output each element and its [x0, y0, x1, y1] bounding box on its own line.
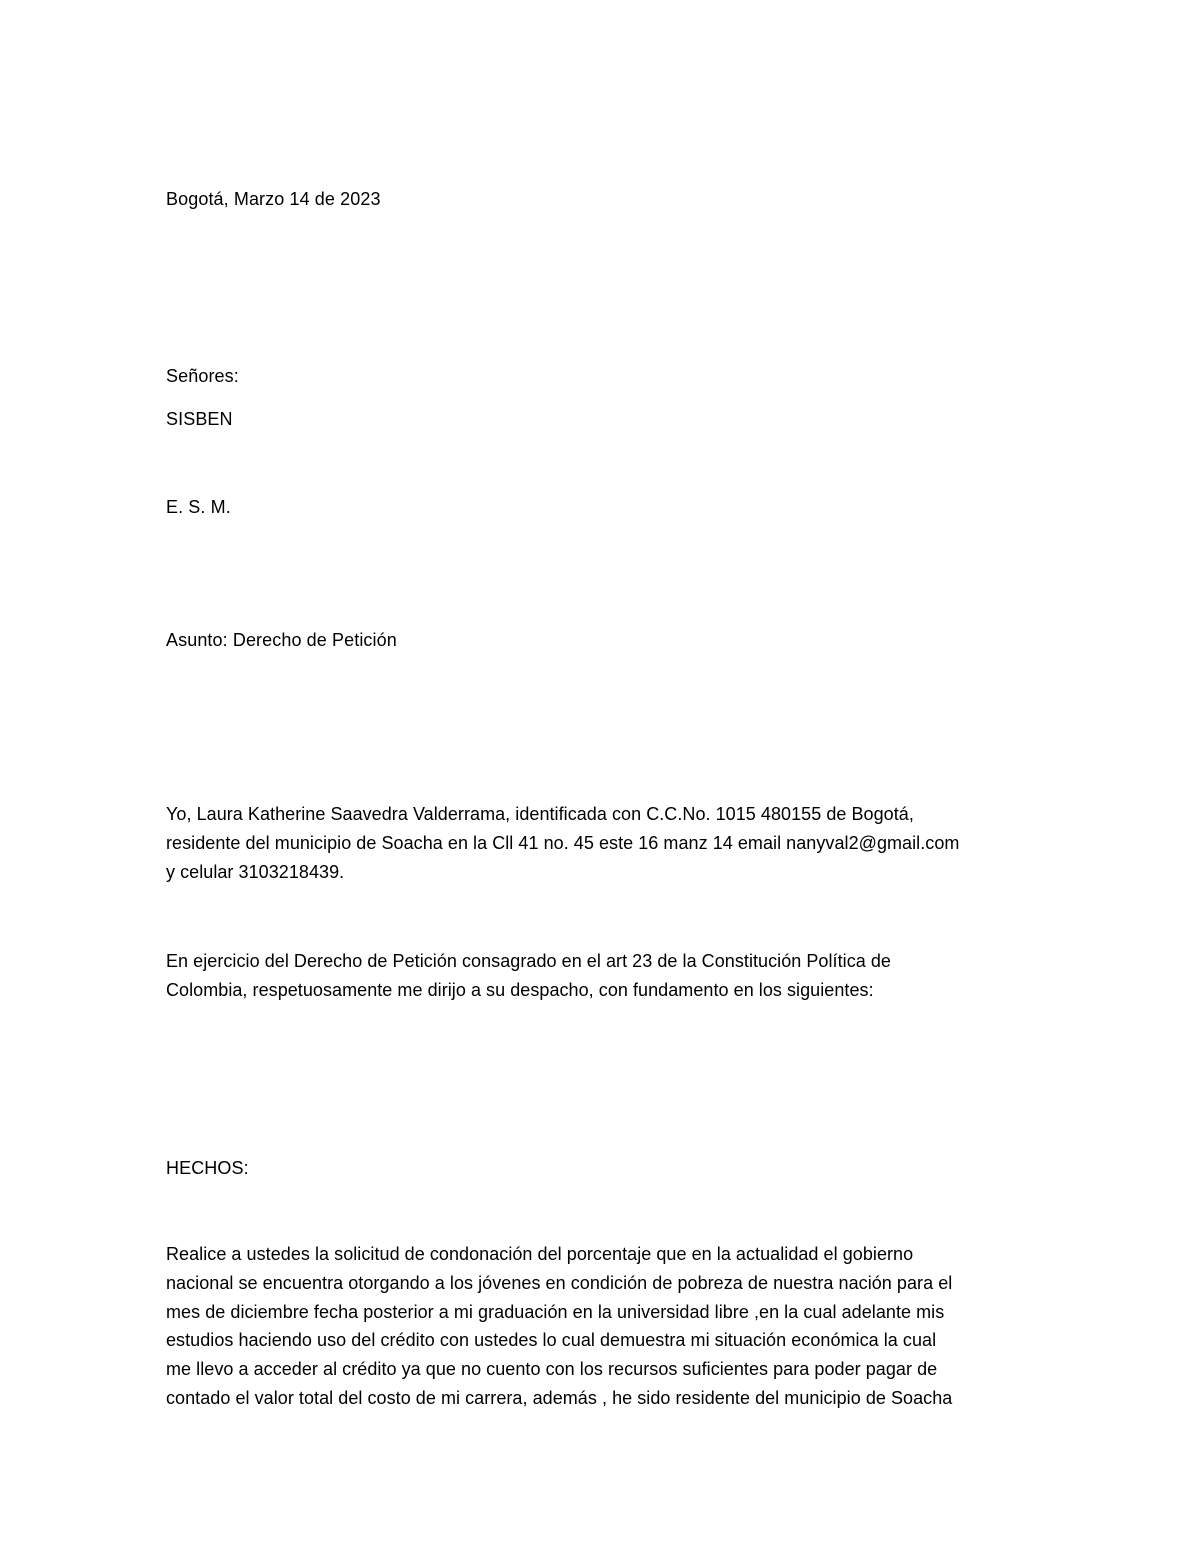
- intro-paragraph: [166, 800, 1026, 886]
- paragraph-line: Colombia, respetuosamente me dirijo a su despacho, con fundamento en los siguientes:: [166, 979, 874, 1000]
- paragraph-line: Yo, Laura Katherine Saavedra Valderrama, identificada con C.C.No. 1015 480155 de Bogotá,: [166, 804, 914, 824]
- paragraph-line: me llevo a acceder al crédito ya que no cuento con los recursos suficientes para poder pagar de: [166, 1359, 938, 1380]
- facts-paragraph: [166, 1240, 1026, 1413]
- salutation: Señores:: [166, 366, 239, 386]
- paragraph-line: mes de diciembre fecha posterior a mi graduación en la universidad libre ,en la cual adelante mis: [166, 1301, 945, 1322]
- paragraph-line: contado el valor total del costo de mi carrera, además , he sido residente del municipio de Soacha: [166, 1387, 953, 1408]
- paragraph-line: Realice a ustedes la solicitud de condonación del porcentaje que en la actualidad el gobierno: [166, 1244, 914, 1264]
- recipient-name: SISBEN: [166, 409, 233, 429]
- paragraph-line: y celular 3103218439.: [166, 861, 345, 882]
- paragraph-line: residente del municipio de Soacha en la Cll 41 no. 45 este 16 manz 14 email nanyval2@gmail.com: [166, 832, 960, 853]
- facts-heading: HECHOS:: [166, 1158, 249, 1178]
- subject-line: Asunto: Derecho de Petición: [166, 630, 397, 650]
- paragraph-line: En ejercicio del Derecho de Petición consagrado en el art 23 de la Constitución Política de: [166, 951, 891, 971]
- paragraph-line: estudios haciendo uso del crédito con ustedes lo cual demuestra mi situación económica la cual: [166, 1330, 937, 1351]
- paragraph-line: nacional se encuentra otorgando a los jóvenes en condición de pobreza de nuestra nación para el: [166, 1272, 953, 1293]
- recipient-suffix: E. S. M.: [166, 497, 231, 517]
- letter-date: Bogotá, Marzo 14 de 2023: [166, 189, 381, 209]
- basis-paragraph: [166, 947, 1026, 1005]
